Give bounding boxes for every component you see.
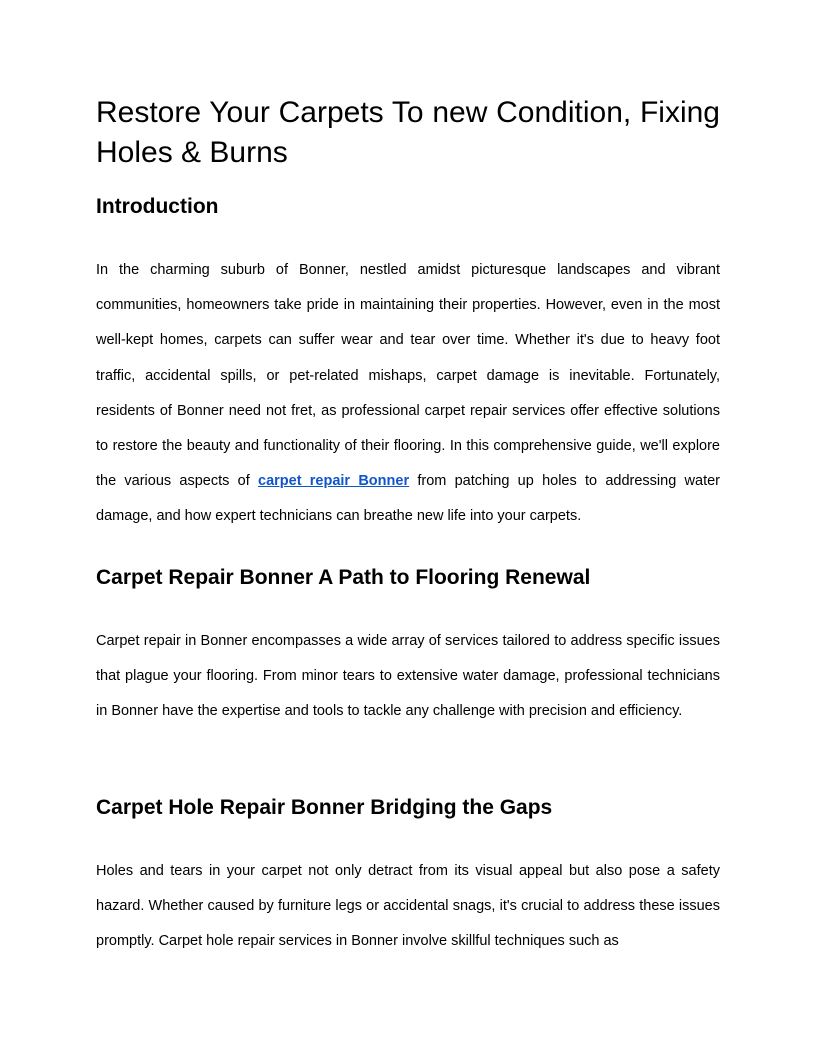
- heading-introduction: Introduction: [96, 195, 219, 218]
- paragraph-carpet-hole-repair: Holes and tears in your carpet not only detract from its visual appeal but also pose a safety hazard. Whether caused by furniture legs or accidental snags, it's crucial to address these issues promptly. Carpet hole repair services in Bonner involve skillful techniques such as: [96, 863, 720, 950]
- heading-carpet-repair: Carpet Repair Bonner A Path to Flooring Renewal: [96, 566, 591, 589]
- paragraph-introduction: [96, 253, 720, 535]
- paragraph-carpet-repair: Carpet repair in Bonner encompasses a wide array of services tailored to address specific issues that plague your flooring. From minor tears to extensive water damage, professional technicians in Bonner have the expertise and tools to tackle any challenge with precision and efficiency.: [96, 633, 720, 720]
- paragraph-text: from patching up holes to addressing water damage, and how expert technicians can breathe new life into your carpets.: [96, 473, 720, 525]
- paragraph-text: In the charming suburb of Bonner, nestled amidst picturesque landscapes and vibrant communities, homeowners take pride in maintaining their properties. However, even in the most well-kept homes, carpets can suffer wear and tear over time. Whether it's due to heavy foot traffic, accidental spills, or pet-related mishaps, carpet damage is inevitable. Fortunately, residents of Bonner need not fret, as professional carpet repair services offer effective solutions to restore the beauty and functionality of their flooring. In this comprehensive guide, we'll explore the various aspects of: [96, 262, 720, 490]
- heading-carpet-hole-repair: Carpet Hole Repair Bonner Bridging the Gaps: [96, 796, 553, 819]
- carpet-repair-bonner-link[interactable]: carpet repair Bonner: [258, 473, 410, 490]
- document-title: Restore Your Carpets To new Condition, Fixing Holes & Burns: [96, 96, 720, 169]
